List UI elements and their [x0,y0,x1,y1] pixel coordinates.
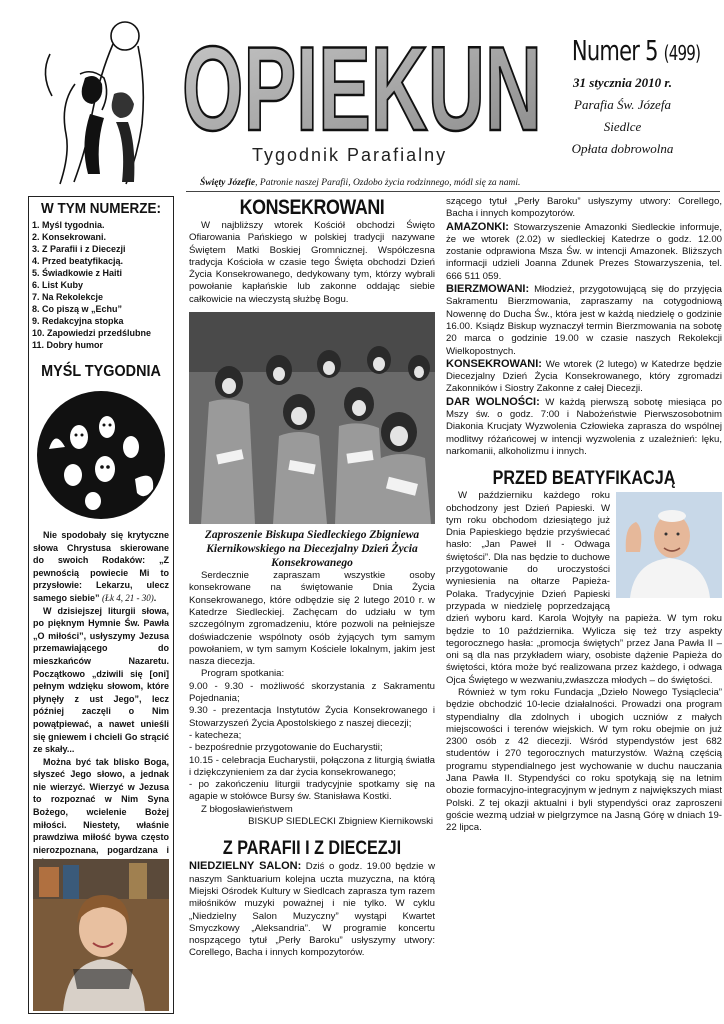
bible-reference: (Łk 4, 21 - 30) [102,592,154,603]
amazonki-text: Stowarzyszenie Amazonki Siedleckie informuje, że we wtorek (2.02) w siedleckiej Katedrze o godz. 12.00 zostanie odprawiona Msza Św. w intencji Amazonek. Bliższych informacji udzieli Joanna Zdunek Prezes Stowarzyszenia, tel. 666 511 059. [446,221,722,282]
motto-bold: Święty Józefie [200,178,256,188]
issue-date: 31 stycznia 2010 r. [573,75,672,90]
issue-number [571,34,701,67]
header-divider [186,191,720,192]
salon-notice [189,860,435,959]
toc-item: 9. Redakcyjna stopka [32,316,124,326]
konsekrowani-label: KONSEKROWANI: [446,357,542,370]
masthead-title [176,30,548,146]
program-item: 9.30 - prezentacja Instytutów Życia Konsekrowanego i Stowarzyszeń Życia Apostolskiego z naszej diecezji; [189,705,435,729]
faces-illustration [35,389,167,521]
parish-town: Siedlce [603,119,642,134]
pope-photo [616,492,722,598]
toc-item: 5. Świadkowie z Haiti [32,268,123,278]
program-item: - bezpośrednie przygotowanie do Eucharystii; [189,742,383,754]
salon-text: Dziś o godz. 19.00 będzie w naszym Sanktuarium kolejna uczta muzyczna, na którą Miejski Ośrodek Kultury w Siedlcach zaprasza tym razem miłośników muzyki poważnej i nie tylko. W cyklu „Niedzielny Salon Muzyczny” wystąpi Kwartet Smyczkowy „Aleksandria”. W programie koncertu nospzącego tytuł „Perły Baroku” usłyszymy utwory: Corellego, Bacha i innych kompozytorów. [189,861,435,959]
motto [200,178,520,188]
wolnosci-text: W każdą pierwszą sobotę miesiąca po Mszy św. o godz. 7:00 i Nabożeństwie Pierwszosobotnim Diakonia Krucjaty Wyzwolenia Człowieka zaprasza do wspólnej modlitwy różańcowej w intencji wyzwolenia z uzależnień: lęku, narkomanii, alkoholizmu i innych. [446,396,723,457]
price-note: Opłata dobrowolna [571,141,674,156]
konsekrowani-headline: KONSEKROWANI [239,196,385,219]
issue-number-sub: (499) [663,41,701,65]
toc-item: 2. Konsekrowani. [32,232,107,242]
photo-caption: Zaproszenie Biskupa Siedleckiego Zbigniewa Kiernikowskiego na Diecezjalny Dzień Życia Konsekrowanego [204,529,420,570]
toc-item: 1. Myśl tygodnia. [32,220,105,230]
girl-photo [33,859,169,1011]
toc-item: 6. List Kuby [32,280,84,290]
parish-name: Parafia Św. Józefa [574,97,671,112]
thought-para-3: Można być tak blisko Boga, słyszeć Jego słowo, a jednak nie wierzyć. Wierzyć w Jezusa to rozpoznać w Nim Syna Bożego, wcielenie Bożej miłości. Niestety, właśnie prawdziwa miłość bywa często nierozpoznana, pogardzana i [33,756,169,855]
salon-continuation: szącego tytuł „Perły Baroku” usłyszymy utwory: Corellego, Bacha i innych kompozytorów. [446,196,722,220]
konsekrowani-text: We wtorek (2 lutego) w Katedrze będzie Diecezjalny Dzień Życia Konsekrowanego, który zgromadzi Zakonników i Siostry Zakonne z całej Diecezji. [446,358,722,395]
issue-number-main: Numer 5 [571,34,658,67]
bierzmowani-label: BIERZMOWANI: [446,283,530,296]
toc-item: 10. Zapowiedzi przedślubne [32,328,152,338]
thought-para-1: Nie spodobały się krytyczne słowa Chrystusa skierowane do swoich Rodaków: „Z pewnością powiecie Mi to przysłowie: Lekarzu, ulecz samego siebie” [33,530,169,603]
wolnosci-label: DAR WOLNOŚCI: [446,395,540,408]
przed-beatyfikacja-headline: PRZED BEATYFIKACJĄ [492,468,676,490]
motto-rest: , Patronie naszej Parafii, Ozdobo życia rodzinnego, módl się za nami. [255,178,521,188]
toc-item: 11. Dobry humor [32,340,104,350]
thought-para-2: W dzisiejszej liturgii słowa, po pięknym Hymnie Św. Pawła „O miłości”, usłyszymy Jezusa przemawiającego do mieszkańców Nazaretu. Początkowo „dziwili się [oni] pełnym wdzięku słowom, które płynęły z ust Jego”, lecz później zaczęli o Nim powątpiewać, a nawet unieśli się gniewem i chcieli Go strącić ze skały... [33,605,169,755]
program-list [189,681,435,804]
amazonki-label: AMAZONKI: [446,220,509,233]
sidebar [28,196,174,1014]
issue-box [555,34,701,157]
toc-title: W TYM NUMERZE: [40,200,161,217]
z-parafii-headline: Z PARAFII I Z DIECEZJI [222,838,402,860]
toc-list [29,219,173,351]
blessing: Z błogosławieństwem [201,803,293,815]
konsekrowani-intro: W najbliższy wtorek Kościół obchodzi Święto Ofiarowania Pańskiego w polskiej tradycji nazywane Świętem Matki Boskiej Gromnicznej. Współczesna tradycja Kościoła w czasie tego Święta obchodzi Dzień Życia Konsekrowanego, dedykowany tym, którzy wybrali powołanie kapłańskie lub zakonne oddając siebie całkowicie na wieczystą służbę Bogu. [189,220,435,305]
nuns-photo [189,312,435,524]
toc-item: 8. Co piszą w „Echu” [32,304,123,314]
masthead-text: OPIEKUN [182,30,542,146]
konsekrowani-notice [446,358,722,396]
thought-text [29,529,173,869]
holy-family-logo [30,14,170,186]
przed-para-1: W październiku każdego roku obchodzony jest Dzień Papieski. W tym roku obchodom dziesiątego już Dnia Papieskiego będzie przyświecać hasło: „Jan Paweł II - Odwaga świętości”. Dla nas będzie to duchowe przygotowanie do uroczystości wyniesienia na ołtarze Papieża-Polaka. Tradycyjnie Dzień Papieski przypada w niedzielę poprzedzającą dzień wyboru kard. Karola Wojtyły na papieża. W tym roku będzie to 10 października. Wylicza się też trzy aspekty tegorocznego hasła: „promocja świętych” przez Jana Pawła II – oni są dla nas przykładem wiary, osobiste dążenie Papieża do świętości, która może być realizowana przez każdego, i odwaga Ojca Świętego w wezwaniu,zwłaszcza młodych – do świętości. [446,490,722,686]
thought-title: MYŚL TYGODNIA [41,363,161,380]
program-item: - po zakończeniu liturgii tradycyjnie spotkamy się na agapie w stołówce Bursy św. Stanisława Kostki. [189,779,435,803]
program-item: 10.15 - celebracja Eucharystii, połączona z liturgią światła i dziękczynieniem za dar życia konsekrowanego; [189,754,435,778]
program-item: - katecheza; [189,729,242,741]
thought-para: Nie spodobały się krytyczne słowa Chrystusa skierowane do swoich Rodaków: „Z pewnością powiecie Mi to przysłowie: Lekarzu, ulecz samego siebie” (Łk 4, 21 - 30). [33,530,169,603]
toc-item: 4. Przed beatyfikacją. [32,256,124,266]
amazonki-notice [446,221,722,283]
subtitle: Tygodnik Parafialny [252,145,448,165]
bierzmowani-text: Młodzież, przygotowującą się do przyjęcia Sakramentu Bierzmowania, zapraszamy na cotygodniową Nowennę do Ducha Św., która jest w każdą niedzielę o godzinie 16.00. Ksiądz Biskup wyznaczył termin Bierzmowania na sobotę 20 marca o godzinie 19.00 w czasie naszych Rekolekcji Wielkopostnych. [446,284,722,357]
toc-item: 3. Z Parafii i z Diecezji [32,244,126,254]
column-right [446,196,722,835]
bierzmowani-notice [446,283,722,358]
wolnosci-notice [446,396,722,458]
program-title: Program spotkania: [201,668,285,680]
salon-label: NIEDZIELNY SALON: [189,860,302,873]
signature: BISKUP SIEDLECKI Zbigniew Kiernikowski [248,816,433,828]
invitation-text: Serdecznie zapraszam wszystkie osoby konsekrowane na świętowanie Dnia Życia Konsekrowanego, które odbędzie się 2 lutego 2010 r. w Katedrze Siedleckiej. Zachęcam do udziału w tym szczególnym zgromadzeniu, które pozwoli na pełniejsze doświadczenie wspólnoty osób żyjących tym samym powołaniem, w tym samym Kościele lokalnym, jakim jest nasza diecezja. [189,570,435,668]
przed-para-2: Również w tym roku Fundacja „Dzieło Nowego Tysiąclecia” będzie obchodzić 10-lecie działalności. Prowadzi ona program stypendialny dla zdolnych i ubogich uczniów z małych miejscowości i terenów wiejskich. W tym roku obejmie on już 2300 osób z 42 diecezji. Wśród stypendystów jest 682 studentów i 270 tegorocznych maturzystów. Ważną częścią programu stypendialnego jest wychowanie w duchu nauczania Jana Pawła II. Stypendyści co roku spotykają się na letnim obozie formacyjno-integracyjnym w jednym z największych miast Polski. Z tej okazji aktualni i byli stypendyści oraz zaproszeni goście wezmą udział w pielgrzymce na Jasną Górę w dniach 19-22 lipca. [446,686,722,834]
column-middle [189,196,435,960]
program-item: 9.00 - 9.30 - możliwość skorzystania z Sakramentu Pojednania; [189,680,435,705]
toc-item: 7. Na Rekolekcje [32,292,104,302]
